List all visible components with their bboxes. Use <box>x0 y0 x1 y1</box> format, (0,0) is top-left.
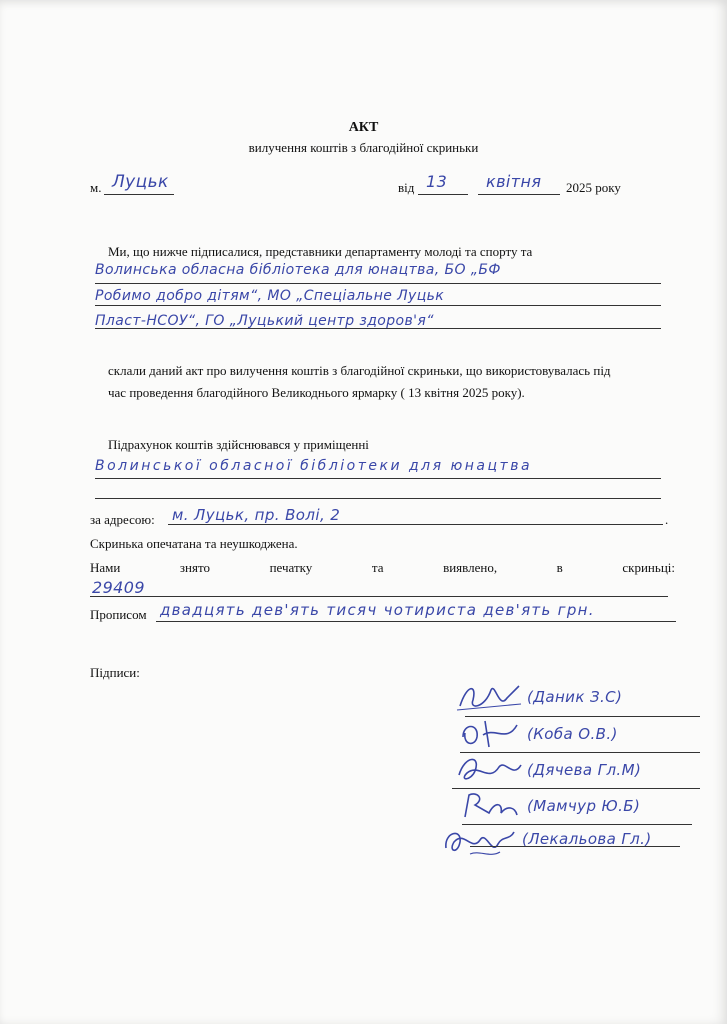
signatures-label: Підписи: <box>90 665 140 680</box>
signature-row <box>455 686 705 716</box>
participants-underline-3 <box>95 328 661 329</box>
day-handwritten: 13 <box>426 172 448 191</box>
found-line <box>90 560 675 576</box>
city-prefix: м. <box>90 180 102 195</box>
box-status: Скринька опечатана та неушкоджена. <box>90 536 298 551</box>
address-label: за адресою: <box>90 512 155 527</box>
participants-line-3: Пласт-НСОУ“, ГО „Луцький центр здоров'я“ <box>95 313 434 329</box>
address-value-handwritten: м. Луцьк, пр. Волі, 2 <box>172 506 341 524</box>
amount-underline <box>90 596 668 597</box>
signature-scribble-icon <box>440 822 520 860</box>
found-word: виявлено, <box>443 560 498 575</box>
in-words-handwritten: двадцять дев'ять тисяч чотириста дев'ять грн. <box>160 601 595 619</box>
participants-line-2: Робимо добро дітям“, МО „Спеціальне Луцьк <box>95 288 445 304</box>
statement-line-1: склали даний акт про вилучення коштів з благодійної скриньки, що використовувалась під <box>108 363 611 378</box>
location-underline-2 <box>95 498 661 499</box>
signature-row <box>455 795 705 825</box>
date-prefix: від <box>398 180 415 195</box>
signer-name: (Мамчур Ю.Б) <box>527 797 641 815</box>
in-words-label: Прописом <box>90 607 147 622</box>
day-underline <box>418 194 468 195</box>
city-handwritten: Луцьк <box>112 172 169 192</box>
found-word: знято <box>179 560 211 575</box>
location-underline-1 <box>95 478 661 479</box>
signer-name: (Даник З.С) <box>527 688 623 706</box>
signature-scribble-icon <box>455 680 525 714</box>
month-underline <box>478 194 560 195</box>
act-title: АКТ <box>348 120 379 135</box>
signature-row <box>455 723 705 753</box>
found-word: печатку <box>269 560 313 575</box>
in-words-underline <box>156 621 676 622</box>
found-word: Нами <box>90 560 121 575</box>
statement-line-2: час проведення благодійного Великоднього ярмарку ( 13 квітня 2025 року). <box>108 385 525 400</box>
location-value-handwritten: Волинської обласної бібліотеки для юнацтва <box>95 458 533 474</box>
signer-name: (Дячева Гл.М) <box>527 761 642 779</box>
participants-underline-2 <box>95 305 661 306</box>
month-handwritten: квітня <box>486 172 542 191</box>
participants-underline-1 <box>95 283 661 284</box>
signature-row <box>455 759 705 789</box>
city-underline <box>104 194 174 195</box>
intro-text: Ми, що нижче підписалися, представники департаменту молоді та спорту та <box>108 244 533 259</box>
signature-underline <box>470 846 680 847</box>
address-underline <box>168 524 663 525</box>
address-end: . <box>665 512 669 527</box>
signer-name: (Лекальова Гл.) <box>522 830 652 848</box>
act-subtitle: вилучення коштів з благодійної скриньки <box>248 140 479 155</box>
signature-row <box>440 828 690 858</box>
found-word: в <box>556 560 563 575</box>
found-word: скриньці: <box>622 560 675 575</box>
participants-line-1: Волинська обласна бібліотека для юнацтва, БО „БФ <box>95 262 501 278</box>
found-word: та <box>371 560 384 575</box>
location-label: Підрахунок коштів здійснювався у приміщенні <box>108 437 369 452</box>
amount-handwritten: 29409 <box>92 578 145 597</box>
signature-scribble-icon <box>455 753 525 787</box>
signer-name: (Коба О.В.) <box>527 725 618 743</box>
signature-scribble-icon <box>455 717 525 751</box>
year-suffix: 2025 року <box>566 180 621 195</box>
signature-scribble-icon <box>455 789 525 823</box>
